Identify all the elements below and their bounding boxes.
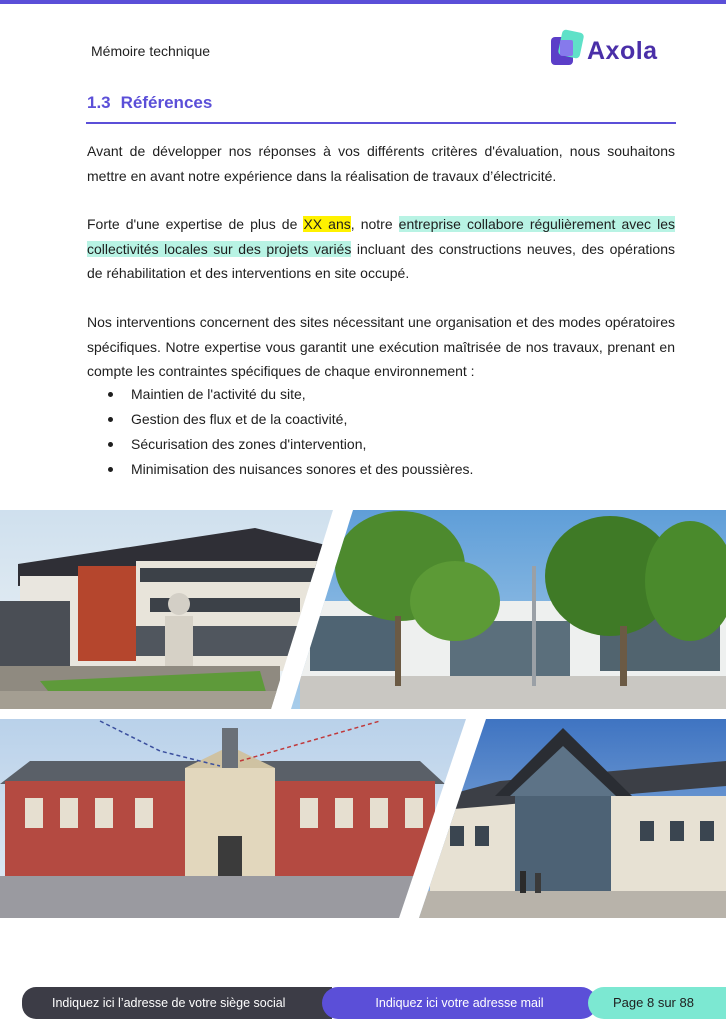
list-item: Maintien de l'activité du site, [108,382,668,407]
town-hall-photo [0,719,470,918]
section-title: Références [120,93,213,112]
section-divider [86,122,676,124]
footer-address: Indiquez ici l’adresse de votre siège social [22,987,332,1019]
reference-photos-collage [0,506,726,918]
glass-entrance-building-photo [410,719,726,918]
footer-page-number: Page 8 sur 88 [588,987,726,1019]
expertise-text-mid: , notre [350,216,399,232]
expertise-text-end: incluant des constructions neuves, des opérations de réhabilitation et des interventions en site occupé. [87,240,675,281]
top-accent-bar [0,0,726,4]
years-placeholder: XX ans [303,216,351,232]
building-with-trees-photo [280,510,726,710]
list-item: Minimisation des nuisances sonores et des poussières. [108,457,668,482]
intro-paragraph: Avant de développer nos réponses à vos différents critères d'évaluation, nous souhaitons mettre en avant notre expérience dans la réalisation de travaux d’électricité. [87,143,675,184]
list-item: Gestion des flux et de la coactivité, [108,407,668,432]
interventions-paragraph: Nos interventions concernent des sites nécessitant une organisation et des modes opératoires spécifiques. Notre expertise vous garantit une exécution maîtrisée de nos travaux, prenant en compte les contraintes spécifiques de chaque environnement : [87,314,675,379]
expertise-paragraph [87,212,675,286]
logo-wordmark: Axola [587,37,658,65]
section-heading [87,93,212,113]
section-number: 1.3 [87,93,111,112]
document-title: Mémoire technique [91,43,211,59]
modern-school-building-photo [0,510,340,711]
footer-email: Indiquez ici votre adresse mail [322,987,597,1019]
collaboration-highlight: entreprise collabore régulièrement avec les collectivités locales sur des projets variés [87,216,675,257]
list-item: Sécurisation des zones d'intervention, [108,432,668,457]
constraints-list [108,382,668,482]
company-logo [547,28,677,72]
logo-mark-icon [547,28,587,68]
expertise-text-start: Forte d'une expertise de plus de [87,216,304,232]
